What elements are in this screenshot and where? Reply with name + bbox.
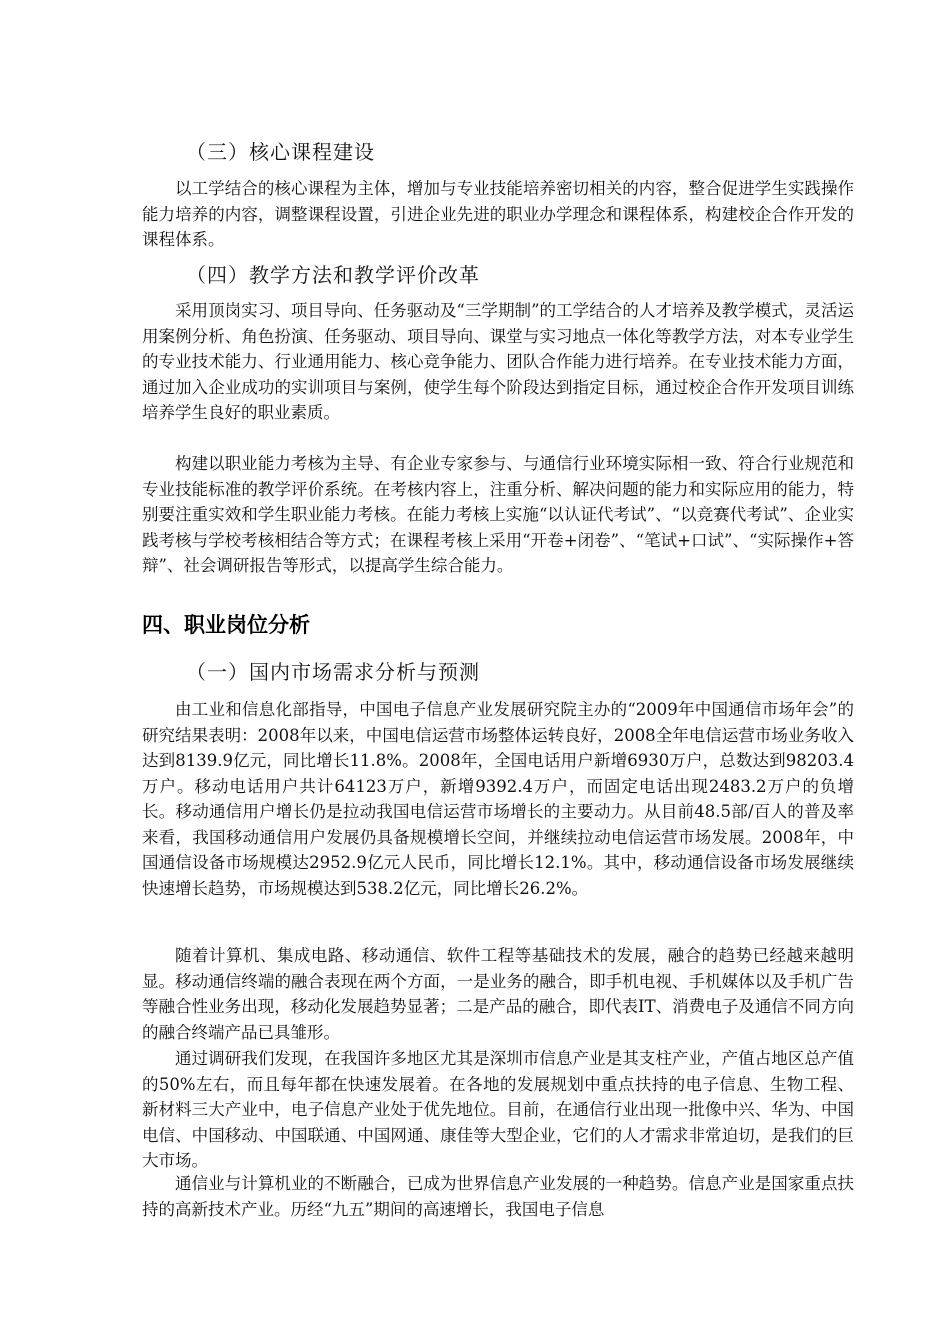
paragraph-industry-convergence: 通信业与计算机业的不断融合，已成为世界信息产业发展的一种趋势。信息产业是国家重点扶持的高新技术产业。历经“九五”期间的高速增长，我国电子信息 [142,1174,854,1219]
paragraph-teaching-evaluation: 构建以职业能力考核为主导、有企业专家参与、与通信行业环境实际相一致、符合行业规范和专业技能标准的教学评价系统。在考核内容上，注重分析、解决问题的能力和实际应用的能力，特别要注重实效和学生职业能力考核。在能力考核上实施“以认证代考试”、“以竞赛代考试”、企业实践考核与学校考核相结合等方式；在课程考核上采用“开卷+闭卷”、“笔试+口试”、“实际操作+答辩”、社会调研报告等形式，以提高学生综合能力。 [142,454,854,575]
paragraph-convergence-trend: 随着计算机、集成电路、移动通信、软件工程等基础技术的发展，融合的趋势已经越来越明显。移动通信终端的融合表现在两个方面，一是业务的融合，即手机电视、手机媒体以及手机广告等融合性业务出现，移动化发展趋势显著；二是产品的融合，即代表IT、消费电子及通信不同方向的融合终端产品已具雏形。 [142,946,854,1042]
heading-core-courses: （三）核心课程建设 [186,140,375,164]
paragraph-teaching-methods: 采用顶岗实习、项目导向、任务驱动及“三学期制”的工学结合的人才培养及教学模式，灵活运用案例分析、角色扮演、任务驱动、项目导向、课堂与实习地点一体化等教学方法，对本专业学生的专业技术能力、行业通用能力、核心竞争能力、团队合作能力进行培养。在专业技术能力方面，通过加入企业成功的实训项目与案例，使学生每个阶段达到指定目标，通过校企合作开发项目训练培养学生良好的职业素质。 [142,301,854,422]
section-heading-job-analysis: 四、职业岗位分析 [142,613,310,637]
heading-market-demand: （一）国内市场需求分析与预测 [186,660,480,684]
heading-teaching-reform: （四）教学方法和教学评价改革 [186,263,480,287]
paragraph-industry-survey: 通过调研我们发现，在我国许多地区尤其是深圳市信息产业是其支柱产业，产值占地区总产值的50%左右，而且每年都在快速发展着。在各地的发展规划中重点扶持的电子信息、生物工程、新材料三大产业中，电子信息产业处于优先地位。目前，在通信行业出现一批像中兴、华为、中国电信、中国移动、中国联通、中国网通、康佳等大型企业，它们的人才需求非常迫切，是我们的巨大市场。 [142,1049,854,1170]
paragraph-core-courses: 以工学结合的核心课程为主体，增加与专业技能培养密切相关的内容，整合促进学生实践操作能力培养的内容，调整课程设置，引进企业先进的职业办学理念和课程体系，构建校企合作开发的课程体系。 [142,179,854,249]
paragraph-market-statistics: 由工业和信息化部指导，中国电子信息产业发展研究院主办的“2009年中国通信市场年会”的研究结果表明：2008年以来，中国电信运营市场整体运转良好，2008全年电信运营市场业务收入达到8139.9亿元，同比增长11.8%。2008年，全国电话用户新增6930万户，总数达到98203.4万户。移动电话用户共计64123万户，新增9392.4万户，而固定电话出现2483.2万户的负增长。移动通信用户增长仍是拉动我国电信运营市场增长的主要动力。从目前48.5部/百人的普及率来看，我国移动通信用户发展仍具备规模增长空间，并继续拉动电信运营市场发展。2008年，中国通信设备市场规模达2952.9亿元人民币，同比增长12.1%。其中，移动通信设备市场发展继续快速增长趋势，市场规模达到538.2亿元，同比增长26.2%。 [142,700,854,898]
